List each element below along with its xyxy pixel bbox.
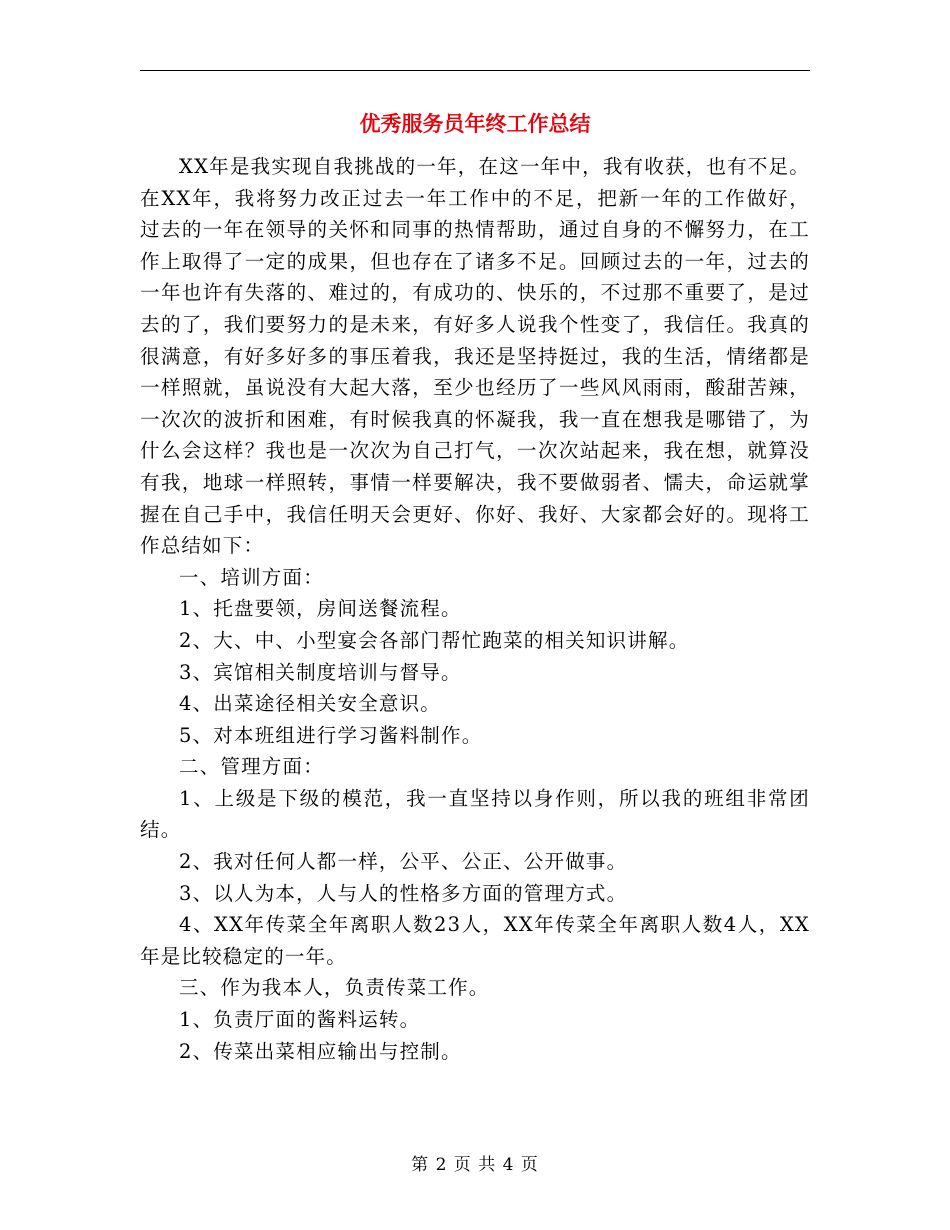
- list-item: 4、XX年传菜全年离职人数23人，XX年传菜全年离职人数4人，XX年是比较稳定的一年。: [140, 913, 810, 968]
- list-item: 1、负责厅面的酱料运转。: [179, 1008, 421, 1032]
- section-heading-management: 二、管理方面：: [179, 755, 324, 779]
- list-item: 3、宾馆相关制度培训与督导。: [179, 660, 462, 684]
- list-item: 2、传菜出菜相应输出与控制。: [179, 1039, 462, 1063]
- list-item: 5、对本班组进行学习酱料制作。: [179, 723, 483, 747]
- document-title: 优秀服务员年终工作总结: [359, 112, 591, 136]
- list-item: 3、以人为本，人与人的性格多方面的管理方式。: [179, 881, 628, 905]
- list-item: 1、托盘要领，房间送餐流程。: [179, 597, 462, 621]
- list-item: 2、大、中、小型宴会各部门帮忙跑菜的相关知识讲解。: [179, 628, 690, 652]
- page-number-footer: 第 2 页 共 4 页: [411, 1155, 539, 1175]
- header-rule: [140, 70, 810, 71]
- document-body: [140, 151, 810, 1067]
- section-heading-training: 一、培训方面：: [179, 565, 324, 589]
- list-item: 4、出菜途径相关安全意识。: [179, 692, 442, 716]
- list-item: 1、上级是下级的模范，我一直坚持以身作则，所以我的班组非常团结。: [140, 786, 810, 842]
- section-heading-personal: 三、作为我本人，负责传菜工作。: [179, 976, 490, 1000]
- list-item: 2、我对任何人都一样，公平、公正、公开做事。: [179, 850, 628, 874]
- paragraph-intro: XX年是我实现自我挑战的一年，在这一年中，我有收获，也有不足。在XX年，我将努力改正过去一年工作中的不足，把新一年的工作做好，过去的一年在领导的关怀和同事的热情帮助，通过自身的不懈努力，在工作上取得了一定的成果，但也存在了诸多不足。回顾过去的一年，过去的一年也许有失落的、难过的，有成功的、快乐的，不过那不重要了，是过去的了，我们要努力的是未来，有好多人说我个性变了，我信任。我真的很满意，有好多好多的事压着我，我还是坚持挺过，我的生活，情绪都是一样照就，虽说没有大起大落，至少也经历了一些风风雨雨，酸甜苦辣，一次次的波折和困难，有时候我真的怀凝我，我一直在想我是哪错了，为什么会这样？我也是一次次为自己打气，一次次站起来，我在想，就算没有我，地球一样照转，事情一样要解决，我不要做弱者、懦夫，命运就掌握在自己手中，我信任明天会更好、你好、我好、大家都会好的。现将工作总结如下：: [140, 155, 810, 558]
